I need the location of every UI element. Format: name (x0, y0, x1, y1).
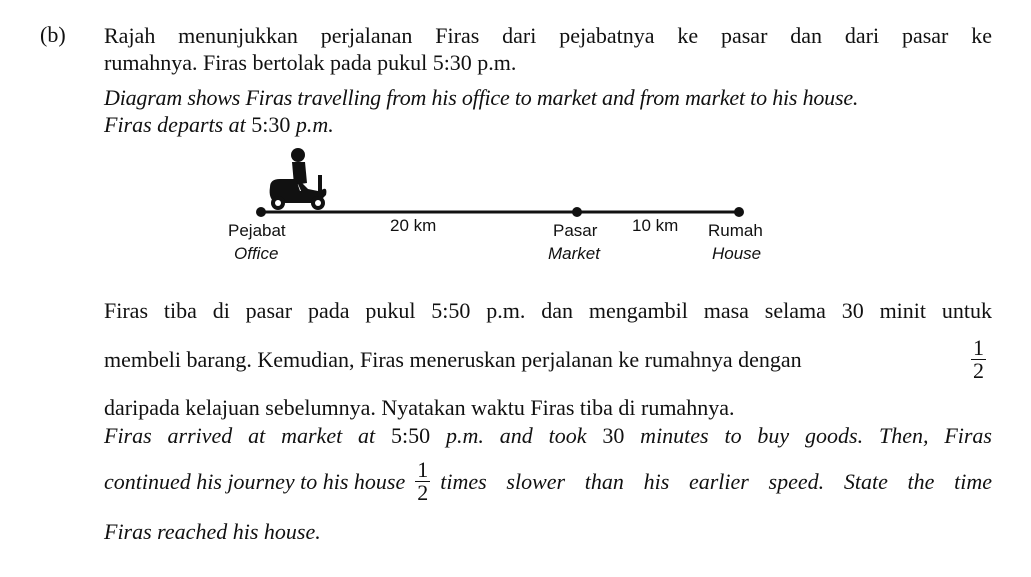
intro-malay-line1: Rajah menunjukkan perjalanan Firas dari pejabatnya ke pasar dan dari pasar ke (104, 23, 992, 48)
house-point (734, 207, 744, 217)
departure-time: 5:30 (251, 112, 291, 137)
intro-english-text-a: Firas departs at (104, 112, 252, 137)
question-label: (b) (40, 22, 66, 47)
house-label-malay: Rumah (708, 221, 763, 240)
fraction-malay (971, 334, 986, 383)
house-label-english: House (712, 244, 762, 263)
fraction-denominator: 2 (973, 357, 984, 383)
intro-english-line2 (104, 111, 992, 138)
body-english-text-a: Firas arrived at market at (104, 423, 392, 448)
fraction-english (415, 456, 430, 505)
distance-market-house: 10 km (632, 216, 679, 235)
intro-english-line1: Diagram shows Firas travelling from his office to market and from market to his house. (104, 85, 859, 110)
fraction-denominator-en: 2 (417, 479, 429, 505)
body-malay-line2-text: membeli barang. Kemudian, Firas meneruskan perjalanan ke rumahnya dengan (104, 346, 802, 372)
office-point (256, 207, 266, 217)
body-malay-line3: daripada kelajuan sebelumnya. Nyatakan waktu Firas tiba di rumahnya. (104, 395, 735, 420)
intro-malay-line2: rumahnya. Firas bertolak pada pukul 5:30 p.m. (104, 50, 517, 75)
body-malay-line1: Firas tiba di pasar pada pukul 5:50 p.m. dan mengambil masa selama 30 minit untuk (104, 298, 992, 323)
body-malay-line2 (104, 332, 992, 386)
intro-english-text-b: p.m. (290, 112, 334, 137)
body-english-line2-b: times slower than his earlier speed. State the time (440, 468, 992, 494)
office-label-english: Office (234, 244, 279, 263)
office-label-malay: Pejabat (228, 221, 286, 240)
body-english-line2 (104, 454, 992, 508)
body-english-text-b: p.m. and took (430, 423, 603, 448)
scooter-rider-icon (270, 148, 327, 210)
market-label-malay: Pasar (553, 221, 598, 240)
body-english-line1 (104, 422, 992, 449)
arrival-time: 5:50 (391, 423, 431, 448)
fraction-numerator: 1 (973, 334, 984, 360)
body-english-text-c: minutes to buy goods. Then, Firas (624, 423, 992, 448)
distance-office-market: 20 km (390, 216, 437, 235)
shopping-minutes: 30 (602, 423, 625, 448)
body-english-line2-a: continued his journey to his house (104, 468, 406, 494)
journey-diagram (210, 145, 810, 275)
market-point (572, 207, 582, 217)
fraction-numerator-en: 1 (417, 456, 429, 482)
body-english-line3: Firas reached his house. (104, 519, 321, 544)
market-label-english: Market (548, 244, 600, 263)
